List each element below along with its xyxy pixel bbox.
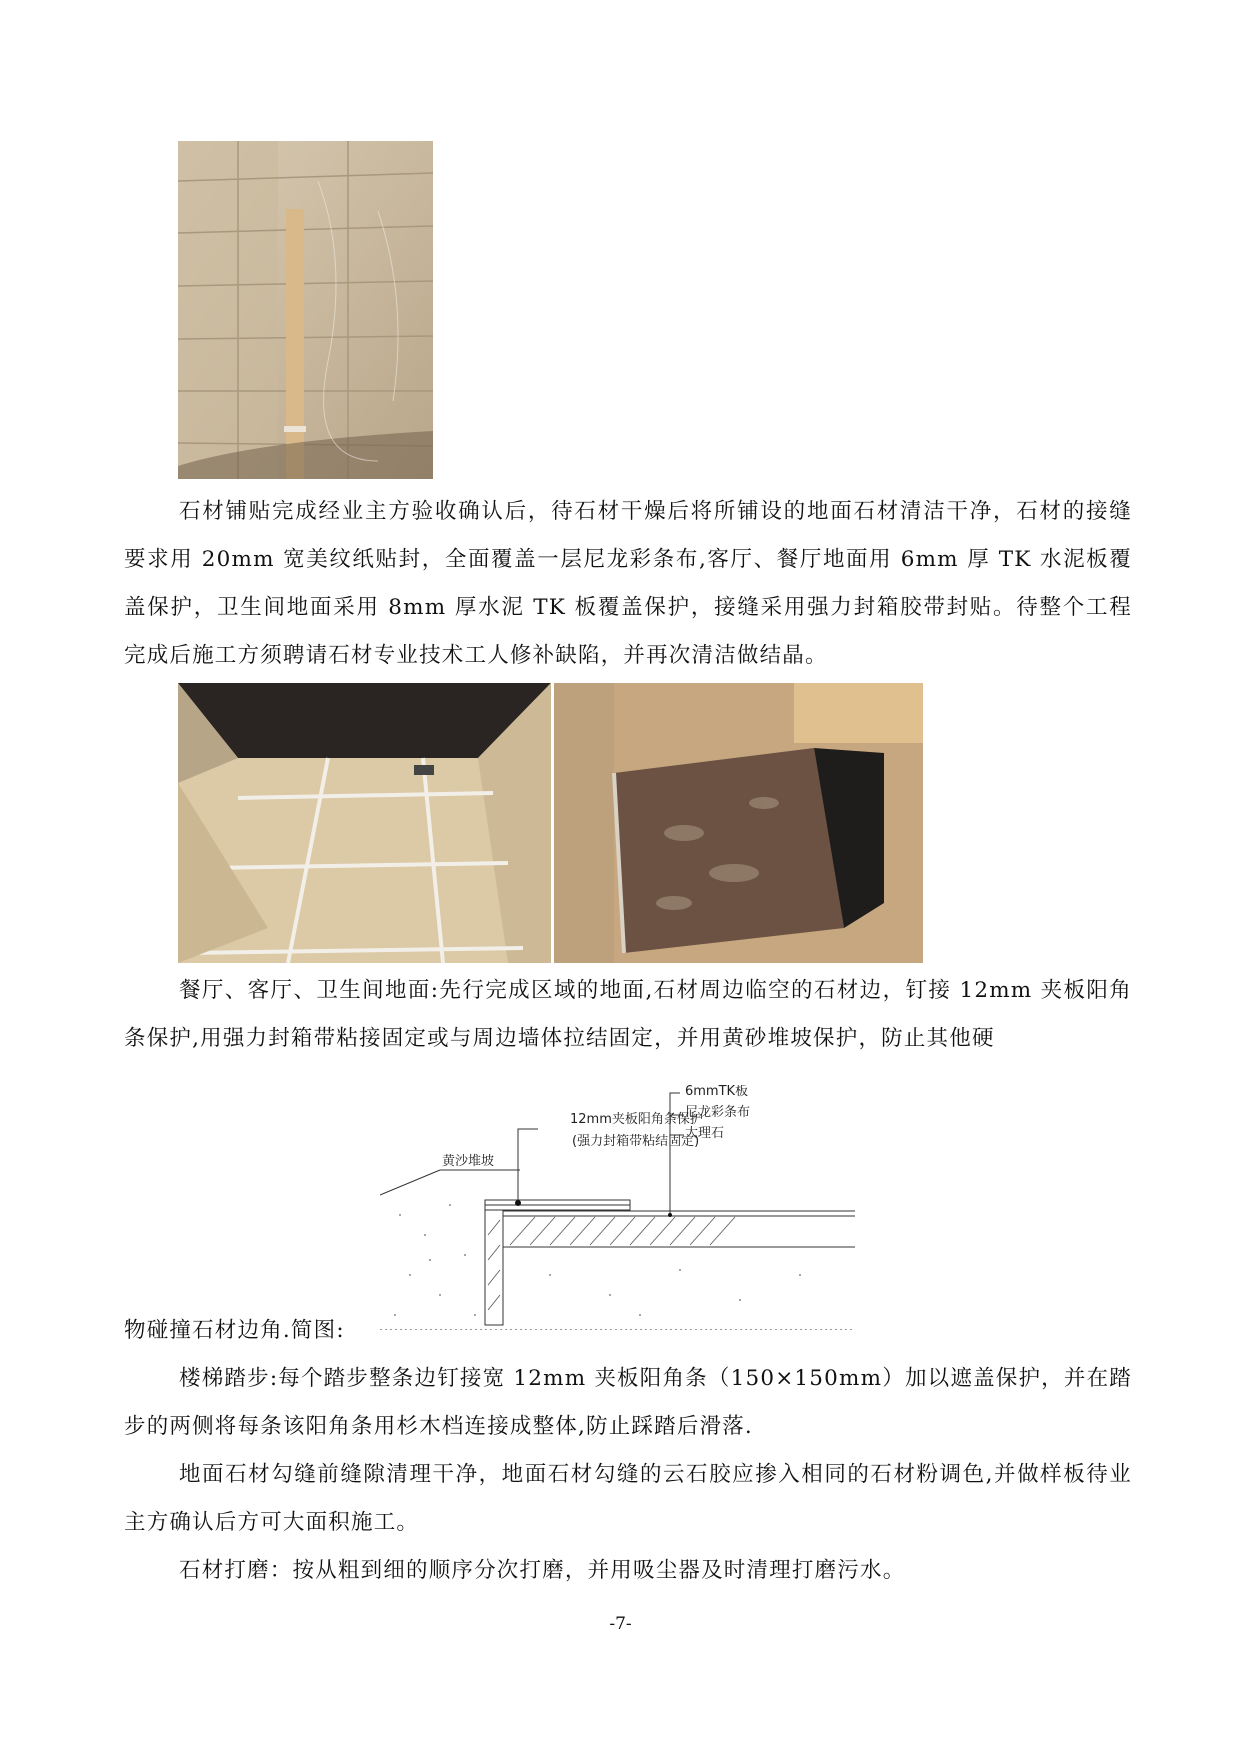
photo-floor-tk-board — [554, 683, 923, 963]
paragraph-floor-protection: 餐厅、客厅、卫生间地面:先行完成区域的地面,石材周边临空的石材边，钉接 12mm 夹板阳角条保护,用强力封箱带粘接固定或与周边墙体拉结固定，并用黄砂堆坡保护，防止其他硬 — [124, 978, 1132, 1051]
paragraph-joint-filling: 地面石材勾缝前缝隙清理干净，地面石材勾缝的云石胶应掺入相同的石材粉调色,并做样板待业主方确认后方可大面积施工。 — [124, 1462, 1132, 1535]
paragraph-diagram-caption: 物碰撞石材边角.简图: — [124, 1318, 345, 1343]
diagram-label-marble: 大理石 — [685, 1126, 725, 1141]
photo-wall-stone — [178, 141, 433, 479]
diagram-label-nylon: 尼龙彩条布 — [685, 1105, 751, 1120]
paragraph-stone-protection: 石材铺贴完成经业主方验收确认后，待石材干燥后将所铺设的地面石材清洁干净，石材的接缝要求用 20mm 宽美纹纸贴封，全面覆盖一层尼龙彩条布,客厅、餐厅地面用 6mm 厚 TK 水泥板覆盖保护，卫生间地面采用 8mm 厚水泥 TK 板覆盖保护，接缝采用强力封箱胶带封贴。待整个工程完成后施工方须聘请石材专业技术工人修补缺陷，并再次清洁做结晶。 — [124, 499, 1132, 668]
photo-bathroom-floor — [178, 683, 551, 963]
diagram-label-corner-strip: 12mm夹板阳角条保护 — [570, 1112, 703, 1127]
paragraph-stone-polishing: 石材打磨：按从粗到细的顺序分次打磨，并用吸尘器及时清理打磨污水。 — [179, 1558, 906, 1583]
diagram-label-sand-slope: 黄沙堆坡 — [442, 1154, 495, 1169]
page-number: -7- — [609, 1614, 632, 1634]
paragraph-stair-protection: 楼梯踏步:每个踏步整条边钉接宽 12mm 夹板阳角条（150×150mm）加以遮盖保护，并在踏步的两侧将每条该阳角条用杉木档连接成整体,防止踩踏后滑落. — [124, 1366, 1132, 1439]
diagram-label-tk-board: 6mmTK板 — [685, 1085, 749, 1099]
diagram-label-corner-note: (强力封箱带粘结固定) — [572, 1134, 700, 1149]
diagram-edge-protection — [380, 1085, 855, 1330]
